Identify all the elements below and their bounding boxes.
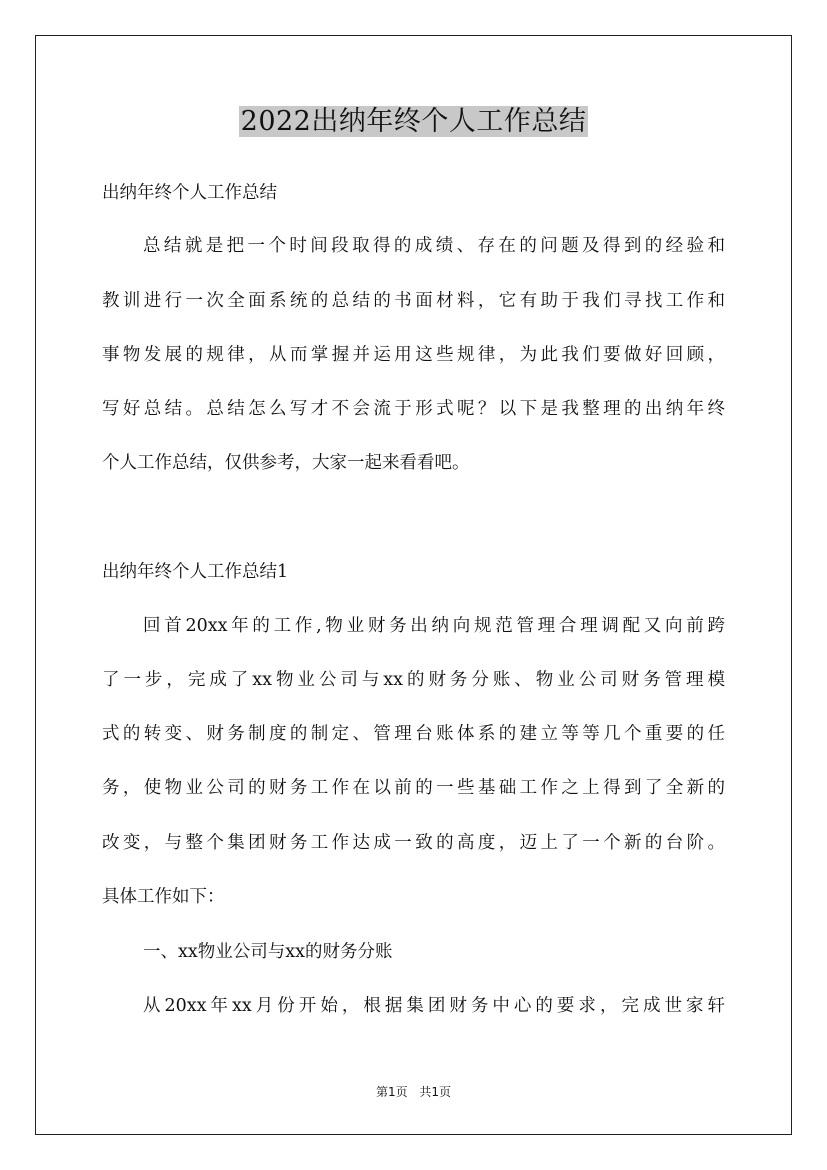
item-text-line: 从20xx年xx月份开始，根据集团财务中心的要求，完成世家轩 — [143, 996, 725, 1016]
intro-line-1: 总结就是把一个时间段取得的成绩、存在的问题及得到的经验和 — [143, 236, 725, 256]
section-line-1: 回首20xx年的工作,物业财务出纳向规范管理合理调配又向前跨 — [143, 616, 725, 636]
section-line-2: 了一步，完成了xx物业公司与xx的财务分账、物业公司财务管理模 — [102, 670, 725, 690]
section-line-5: 改变，与整个集团财务工作达成一致的高度，迈上了一个新的台阶。 — [102, 833, 725, 853]
document-title: 2022出纳年终个人工作总结 — [240, 106, 587, 137]
total-pages: 共1页 — [419, 1085, 452, 1099]
page-footer — [0, 1083, 827, 1100]
section-line-6: 具体工作如下： — [102, 887, 225, 907]
intro-line-3: 事物发展的规律，从而掌握并运用这些规律，为此我们要做好回顾， — [102, 345, 725, 365]
intro-line-4: 写好总结。总结怎么写才不会流于形式呢？以下是我整理的出纳年终 — [102, 399, 725, 419]
intro-line-5: 个人工作总结，仅供参考，大家一起来看看吧。 — [102, 453, 470, 473]
section-line-4: 务，使物业公司的财务工作在以前的一些基础工作之上得到了全新的 — [102, 778, 725, 798]
subtitle: 出纳年终个人工作总结 — [102, 183, 277, 203]
document-title-block — [0, 100, 827, 144]
page-number: 第1页 — [375, 1085, 408, 1099]
section-heading: 出纳年终个人工作总结1 — [102, 562, 289, 582]
section-line-3: 式的转变、财务制度的制定、管理台账体系的建立等等几个重要的任 — [102, 724, 725, 744]
item-heading: 一、xx物业公司与xx的财务分账 — [143, 942, 393, 962]
intro-line-2: 教训进行一次全面系统的总结的书面材料，它有助于我们寻找工作和 — [102, 291, 725, 311]
